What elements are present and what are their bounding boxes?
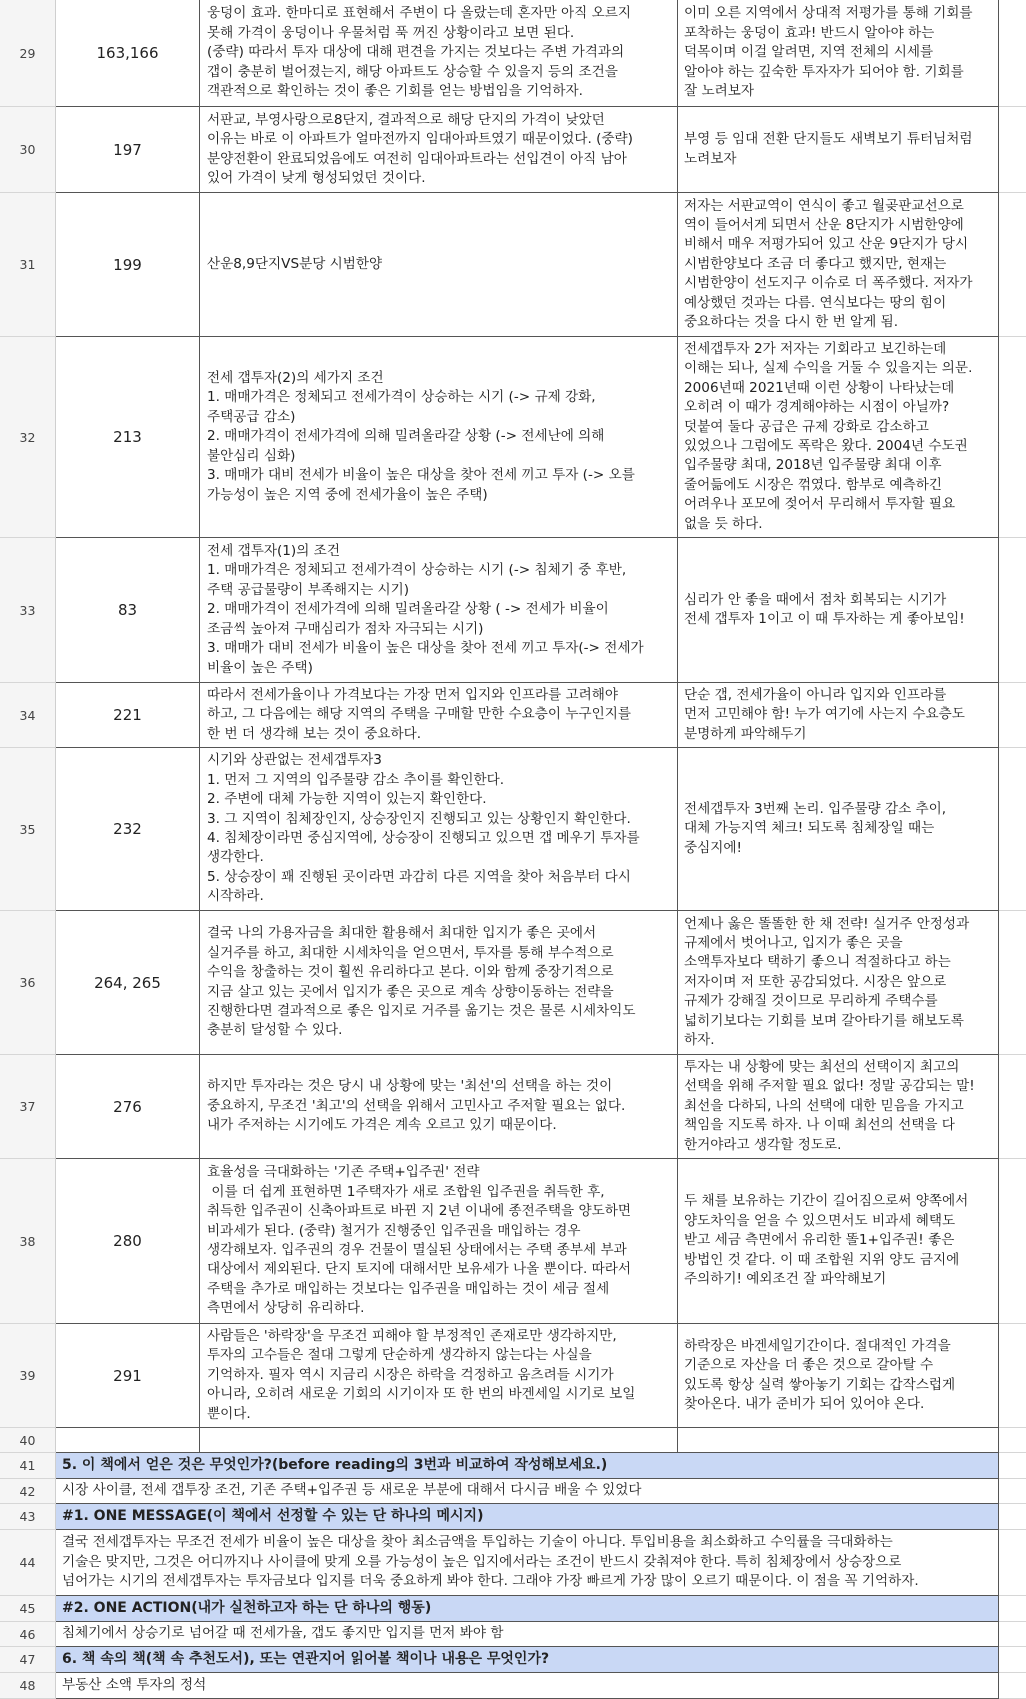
note-cell[interactable] [678,1055,999,1159]
table-row [0,911,1026,1055]
row-number[interactable]: 46 [0,1622,56,1647]
empty-cell[interactable] [200,1428,678,1453]
row-number[interactable]: 39 [0,1324,56,1428]
empty-cell[interactable] [999,1622,1026,1647]
table-row [0,538,1026,683]
note-text: 전세갭투자 2가 저자는 기회라고 보긴하는데 이해는 되나, 실제 수익을 거둘 수 있을지는 의문. 2006년때 2021년때 이런 상황이 나타났는데 오히려 이 때가 경계해야하는 시점이 아닐까? 덧붙여 둘다 공급은 규제 강화로 감소하고 있었으나 그럼에도 폭락은 왔다. 2004년 수도권 입주물량 최대, 2018년 입주물량 최대 이후 줄어듦에도 시장은 꺾였다. 함부로 예측하긴 어려우나 포모에 젖어서 무리해서 투자할 필요 없을 듯 하다. [684,340,973,532]
quote-cell[interactable] [200,1159,678,1324]
row-number[interactable]: 30 [0,107,56,193]
quote-text: 효율성을 극대화하는 '기존 주택+입주권' 전략 이를 더 쉽게 표현하면 1주택자가 새로 조합원 입주권을 취득한 후, 취득한 입주권이 신축아파트로 바뀐 지 2년 이내에 종전주택을 양도하면 비과세가 된다. (중략) 철거가 진행중인 입주권을 매입하는 경우 생각해보자. 입주권의 경우 건물이 멸실된 상태에서는 주택 종부세 부과 대상에서 제외된다. 단지 토지에 대해서만 보유세가 나올 뿐이다. 따라서 주택을 추가로 매입하는 것보다는 입주권을 매입하는 것이 세금 절세 측면에서 상당히 유리하다. [207,1164,632,1317]
section-header-row [0,1596,1026,1622]
empty-cell[interactable] [999,538,1026,683]
empty-cell[interactable] [999,1596,1026,1622]
note-cell[interactable] [678,538,999,683]
table-row [0,748,1026,911]
empty-cell[interactable] [999,1479,1026,1504]
note-text: 투자는 내 상황에 맞는 최선의 선택이지 최고의 선택을 위해 주저할 필요 없다! 정말 공감되는 말! 최선을 다하되, 나의 선택에 대한 믿음을 가지고 책임을 지도록 하자. 나 이때 최선의 선택을 다 한거야라고 생각할 정도로. [684,1058,975,1153]
row-number[interactable]: 38 [0,1159,56,1324]
empty-cell[interactable] [999,1324,1026,1428]
empty-cell[interactable] [999,1504,1026,1530]
page-cell[interactable]: 197 [56,107,200,193]
table-row [0,1530,1026,1596]
quote-cell[interactable] [200,1324,678,1428]
empty-cell[interactable] [999,1647,1026,1673]
row-number[interactable]: 48 [0,1673,56,1699]
quote-text: 하지만 투자라는 것은 당시 내 상황에 맞는 '최선'의 선택을 하는 것이 중요하지, 무조건 '최고'의 선택을 위해서 고민사고 주저할 필요는 없다. 내가 주저하는 시기에도 가격은 계속 오르고 있기 때문이다. [207,1078,626,1134]
table-row [0,1622,1026,1647]
table-row [0,1479,1026,1504]
table-row [0,107,1026,193]
table-row [0,337,1026,538]
section-header-row [0,1453,1026,1479]
answer-cell[interactable]: 침체기에서 상승기로 넘어갈 때 전세가율, 갭도 좋지만 입지를 먼저 봐야 함 [56,1622,999,1647]
note-cell[interactable] [678,1159,999,1324]
table-row [0,1324,1026,1428]
row-number[interactable]: 43 [0,1504,56,1530]
page-cell[interactable]: 213 [56,337,200,538]
section-header[interactable]: #2. ONE ACTION(내가 실천하고자 하는 단 하나의 행동) [56,1596,999,1622]
note-cell[interactable] [678,683,999,748]
note-text: 부영 등 임대 전환 단지들도 새벽보기 튜터님처럼 노려보자 [684,131,973,167]
section-header-row [0,1504,1026,1530]
quote-cell[interactable] [200,748,678,911]
empty-cell[interactable] [999,683,1026,748]
empty-cell[interactable] [999,1530,1026,1596]
row-number[interactable]: 37 [0,1055,56,1159]
row-number[interactable]: 41 [0,1453,56,1479]
note-cell[interactable] [678,107,999,193]
note-text: 저자는 서판교역이 연식이 좋고 월곶판교선으로 역이 들어서게 되면서 산운 8단지가 시범한양에 비해서 매우 저평가되어 있고 산운 9단지가 당시 시범한양보다 조금 더 좋다고 했지만, 현재는 시범한양이 선도지구 이슈로 더 폭주했다. 저자가 예상했던 것과는 다름. 연식보다는 땅의 힘이 중요하다는 것을 다시 한 번 알게 됨. [684,197,973,331]
answer-cell[interactable]: 시장 사이클, 전세 갭투장 조건, 기존 주택+입주권 등 새로운 부분에 대해서 다시금 배울 수 있었다 [56,1479,999,1504]
empty-cell[interactable] [999,748,1026,911]
empty-cell[interactable] [999,1673,1026,1699]
empty-cell[interactable] [999,1159,1026,1324]
note-text: 심리가 안 좋을 때에서 점차 회복되는 시기가 전세 갭투자 1이고 이 때 투자하는 게 좋아보임! [684,591,965,627]
table-row [0,1159,1026,1324]
note-text: 언제나 옳은 똘똘한 한 채 전략! 실거주 안정성과 규제에서 벗어나고, 입지가 좋은 곳을 소액투자보다 택하기 좋으니 적절하다고 하는 저자이며 저 또한 공감되었다. 시장은 앞으로 규제가 강해질 것이므로 무리하게 주택수를 넓히기보다는 기회를 보며 갈아타기를 해보도록 하자. [684,915,970,1049]
row-number[interactable]: 29 [0,0,56,107]
row-number[interactable]: 32 [0,337,56,538]
page-cell[interactable]: 291 [56,1324,200,1428]
note-text: 이미 오른 지역에서 상대적 저평가를 통해 기회를 포착하는 웅덩이 효과! 반드시 알아야 하는 덕목이며 이걸 알려면, 지역 전체의 시세를 알아야 하는 깊숙한 투자자가 되어야 함. 기회를 잘 노려보자 [684,5,973,100]
empty-cell[interactable] [999,193,1026,337]
empty-cell[interactable] [678,1428,999,1453]
section-header[interactable]: 6. 책 속의 책(책 속 추천도서), 또는 연관지어 읽어볼 책이나 내용은 무엇인가? [56,1647,999,1673]
row-number[interactable]: 31 [0,193,56,337]
note-cell[interactable] [678,0,999,107]
row-number[interactable]: 47 [0,1647,56,1673]
table-row [0,0,1026,107]
quote-cell[interactable] [200,337,678,538]
empty-cell[interactable] [999,0,1026,107]
empty-cell[interactable] [999,337,1026,538]
quote-text: 서판교, 부영사랑으로8단지, 결과적으로 해당 단지의 가격이 낮았던 이유는 바로 이 아파트가 얼마전까지 임대아파트였기 때문이었다. (중략) 분양전환이 완료되었음에도 여전히 임대아파트라는 선입견이 아직 남아 있어 가격이 낮게 형성되었던 것이다. [207,111,633,186]
quote-text: 결국 나의 가용자금을 최대한 활용해서 최대한 입지가 좋은 곳에서 실거주를 하고, 최대한 시세차익을 얻으면서, 투자를 통해 부수적으로 수익을 창출하는 것이 훨씬 유리하다고 본다. 이와 함께 중장기적으로 지금 살고 있는 곳에서 입지가 좋은 곳으로 계속 상향이동하는 전략을 진행한다면 결과적으로 좋은 입지로 거주를 옮기는 것은 물론 시세차익도 충분히 달성할 수 있다. [207,925,636,1039]
quote-cell[interactable] [200,911,678,1055]
row-number[interactable]: 40 [0,1428,56,1453]
note-text: 두 채를 보유하는 기간이 길어짐으로써 양쪽에서 양도차익을 얻을 수 있으면서도 비과세 혜택도 받고 세금 측면에서 유리한 똘1+입주권! 좋은 방법인 것 같다. 이 때 조합원 지위 양도 금지에 주의하기! 예외조건 잘 파악해보기 [684,1193,969,1288]
page-cell[interactable]: 280 [56,1159,200,1324]
row-number[interactable]: 45 [0,1596,56,1622]
empty-cell[interactable] [56,1428,200,1453]
quote-text: 시기와 상관없는 전세갭투자3 1. 먼저 그 지역의 입주물량 감소 추이를 확인한다. 2. 주변에 대체 가능한 지역이 있는지 확인한다. 3. 그 지역이 침체장인지, 상승장인지 진행되고 있는 상황인지 확인한다. 4. 침체장이라면 중심지역에, 상승장이 진행되고 있으면 갭 메우기 투자를 생각한다. 5. 상승장이 꽤 진행된 곳이라면 과감히 다른 지역을 찾아 처음부터 다시 시작하라. [207,752,640,905]
answer-text: 결국 전세갭투자는 무조건 전세가 비율이 높은 대상을 찾아 최소금액을 투입하는 기술이 아니다. 투입비용을 최소화하고 수익률을 극대화하는 기술은 맞지만, 그것은 어디까지나 사이클에 맞게 오를 가능성이 높은 입지에서라는 조건이 반드시 갖춰져야 한다. 특히 침체장에서 상승장으로 넘어가는 시기의 전세갭투자는 투자금보다 입지를 더욱 중요하게 봐야 한다. 그래야 가장 빠르게 가장 많이 오르기 때문이다. 이 점을 꼭 기억하자. [62,1534,919,1590]
page-cell[interactable]: 276 [56,1055,200,1159]
note-cell[interactable] [678,1324,999,1428]
note-cell[interactable] [678,911,999,1055]
answer-cell[interactable] [56,1530,999,1596]
table-row [0,1673,1026,1699]
note-cell[interactable] [678,337,999,538]
quote-text: 따라서 전세가율이나 가격보다는 가장 먼저 입지와 인프라를 고려해야 하고, 그 다음에는 해당 지역의 주택을 구매할 만한 수요층이 누구인지를 한 번 더 생각해 보는 것이 중요하다. [207,686,632,742]
quote-cell[interactable] [200,193,678,337]
empty-cell[interactable] [999,1453,1026,1479]
quote-text: 사람들은 '하락장'을 무조건 피해야 할 부정적인 존재로만 생각하지만, 투자의 고수들은 절대 그렇게 단순하게 생각하지 않는다는 사실을 기억하자. 필자 역시 지금리 시장은 하락을 걱정하고 움츠려들 시기가 아니라, 오히려 새로운 기회의 시기이자 또 한 번의 바겐세일 시기로 보일 뿐이다. [207,1327,636,1422]
section-header[interactable]: #1. ONE MESSAGE(이 책에서 선정할 수 있는 단 하나의 메시지) [56,1504,999,1530]
section-header[interactable]: 5. 이 책에서 얻은 것은 무엇인가?(before reading의 3번과 비교하여 작성해보세요.) [56,1453,999,1479]
quote-cell[interactable] [200,538,678,683]
note-cell[interactable] [678,193,999,337]
quote-text: 전세 갭투자(1)의 조건 1. 매매가격은 정체되고 전세가격이 상승하는 시기 (-> 침체기 중 후반, 주택 공급물량이 부족해지는 시기) 2. 매매가격이 전세가격에 의해 밀려올라갈 상황 ( -> 전세가 비율이 조금씩 높아져 구매심리가 점차 자극되는 시기) 3. 매매가 대비 전세가 비율이 높은 대상을 찾아 전세 끼고 투자(-> 전세가 비율이 높은 주택) [207,543,644,676]
table-row [0,1055,1026,1159]
quote-cell[interactable] [200,0,678,107]
table-row [0,683,1026,748]
quote-cell[interactable] [200,107,678,193]
answer-cell[interactable]: 부동산 소액 투자의 정석 [56,1673,999,1699]
note-cell[interactable] [678,748,999,911]
empty-cell[interactable] [999,1428,1026,1453]
row-number[interactable]: 42 [0,1479,56,1504]
table-row [0,1428,1026,1453]
page-cell[interactable]: 163,166 [56,0,200,107]
empty-cell[interactable] [999,1055,1026,1159]
note-text: 전세갭투자 3번째 논리. 입주물량 감소 추이, 대체 가능지역 체크! 되도록 침체장일 때는 중심지에! [684,800,947,856]
table-row [0,193,1026,337]
quote-text: 전세 갭투자(2)의 세가지 조건 1. 매매가격은 정체되고 전세가격이 상승하는 시기 (-> 규제 강화, 주택공급 감소) 2. 매매가격이 전세가격에 의해 밀려올라갈 상황 (-> 전세난에 의해 불안심리 심화) 3. 매매가 대비 전세가 비율이 높은 대상을 찾아 전세 끼고 투자 (-> 오를 가능성이 높은 지역 중에 전세가율이 높은 주택) [207,370,635,503]
note-text: 단순 갭, 전세가율이 아니라 입지와 인프라를 먼저 고민해야 함! 누가 여기에 사는지 수요층도 분명하게 파악해두기 [684,686,965,742]
quote-cell[interactable] [200,1055,678,1159]
row-number[interactable]: 44 [0,1530,56,1596]
row-number[interactable]: 36 [0,911,56,1055]
section-header-row [0,1647,1026,1673]
page-cell[interactable]: 264, 265 [56,911,200,1055]
row-number[interactable]: 35 [0,748,56,911]
page-cell[interactable]: 199 [56,193,200,337]
quote-text: 산운8,9단지VS분당 시범한양 [207,255,383,272]
quote-text: 웅덩이 효과. 한마디로 표현해서 주변이 다 올랐는데 혼자만 아직 오르지 못해 가격이 웅덩이나 우물처럼 푹 꺼진 상황이라고 보면 된다. (중략) 따라서 투자 대상에 대해 편견을 가지는 것보다는 주변 가격과의 갭이 충분히 벌어졌는지, 해당 아파트도 상승할 수 있을지 등의 조건을 객관적으로 확인하는 것이 좋은 기회를 얻는 방법임을 기억하자. [207,5,632,100]
row-number[interactable]: 34 [0,683,56,748]
page-cell[interactable]: 83 [56,538,200,683]
page-cell[interactable]: 221 [56,683,200,748]
empty-cell[interactable] [999,107,1026,193]
quote-cell[interactable] [200,683,678,748]
note-text: 하락장은 바겐세일기간이다. 절대적인 가격을 기준으로 자산을 더 좋은 것으로 갈아탈 수 있도록 항상 실력 쌓아놓기 기회는 갑작스럽게 찾아온다. 내가 준비가 되어 있어야 온다. [684,1337,956,1412]
empty-cell[interactable] [999,911,1026,1055]
row-number[interactable]: 33 [0,538,56,683]
page-cell[interactable]: 232 [56,748,200,911]
